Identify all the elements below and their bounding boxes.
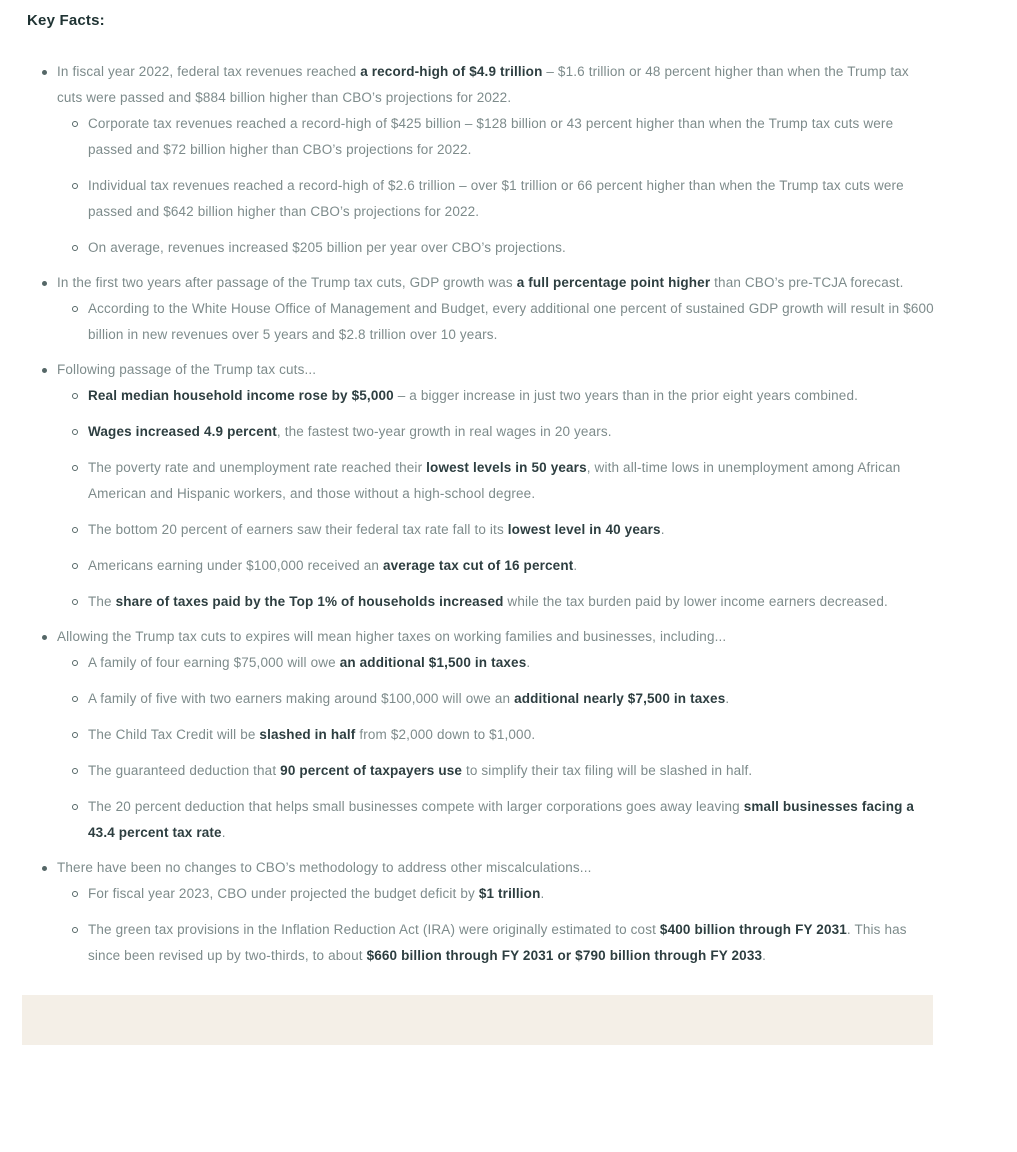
sub-list-item	[88, 881, 937, 907]
text-segment: In fiscal year 2022, federal tax revenues reached	[57, 64, 361, 79]
text-segment: .	[526, 655, 531, 670]
text-segment: 90 percent of taxpayers use	[280, 763, 463, 778]
list-item	[57, 624, 937, 846]
sub-list-item	[88, 517, 937, 543]
sub-list-item	[88, 553, 937, 579]
text-segment: The bottom 20 percent of earners saw their federal tax rate fall to its	[88, 522, 508, 537]
sub-list-item	[88, 173, 937, 225]
text-segment: , the fastest two-year growth in real wages in 20 years.	[276, 424, 612, 439]
sub-list-item	[88, 722, 937, 748]
text-segment: additional nearly $7,500 in taxes	[514, 691, 726, 706]
text-segment: $400 billion through FY 2031	[659, 922, 847, 937]
text-segment: – a bigger increase in just two years than in the prior eight years combined.	[393, 388, 859, 403]
text-segment: while the tax burden paid by lower income earners decreased.	[503, 594, 888, 609]
sub-list	[57, 296, 937, 348]
text-segment: For fiscal year 2023, CBO under projected the budget deficit by	[88, 886, 479, 901]
text-segment: .	[660, 522, 665, 537]
text-segment: an additional $1,500 in taxes	[339, 655, 527, 670]
text-segment: Allowing the Trump tax cuts to expires will mean higher taxes on working families and businesses, including...	[57, 629, 727, 644]
text-segment: .	[221, 825, 226, 840]
text-segment: a full percentage point higher	[516, 275, 711, 290]
text-segment: average tax cut of 16 percent	[382, 558, 574, 573]
text-segment: A family of four earning $75,000 will owe	[88, 655, 340, 670]
text-segment: share of taxes paid by the Top 1% of households increased	[115, 594, 504, 609]
text-segment: Real median household income rose by $5,000	[88, 388, 394, 403]
sub-list-item	[88, 419, 937, 445]
text-segment: $660 billion through FY 2031 or $790 billion through FY 2033	[366, 948, 763, 963]
list-item	[57, 59, 937, 261]
text-segment: lowest levels in 50 years	[426, 460, 587, 475]
sub-list	[57, 650, 937, 846]
text-segment: to simplify their tax filing will be slashed in half.	[462, 763, 753, 778]
text-segment: .	[762, 948, 767, 963]
footer-highlight-box	[22, 995, 933, 1045]
text-segment: .	[540, 886, 545, 901]
text-segment: The	[88, 594, 116, 609]
text-segment: The Child Tax Credit will be	[88, 727, 260, 742]
text-segment: Individual tax revenues reached a record-high of $2.6 trillion – over $1 trillion or 66 percent higher than when the Trump tax cuts were passed and $642 billion higher than CBO’s projections for 2022.	[88, 178, 904, 219]
sub-list-item	[88, 794, 937, 846]
text-segment: Corporate tax revenues reached a record-high of $425 billion – $128 billion or 43 percent higher than when the Trump tax cuts were passed and $72 billion higher than CBO’s projections for 2022.	[88, 116, 894, 157]
text-segment: .	[573, 558, 578, 573]
text-segment: According to the White House Office of Management and Budget, every additional one percent of sustained GDP growth will result in $600 billion in new revenues over 5 years and $2.8 trillion over 10 years.	[88, 301, 934, 342]
sub-list-item	[88, 455, 937, 507]
sub-list-item	[88, 111, 937, 163]
list-item	[57, 270, 937, 348]
text-segment: Americans earning under $100,000 received an	[88, 558, 383, 573]
text-segment: There have been no changes to CBO’s methodology to address other miscalculations...	[57, 860, 592, 875]
key-facts-list	[27, 59, 937, 969]
sub-list	[57, 111, 937, 261]
text-segment: Wages increased 4.9 percent	[88, 424, 277, 439]
text-segment: On average, revenues increased $205 billion per year over CBO’s projections.	[88, 240, 566, 255]
text-segment: The green tax provisions in the Inflation Reduction Act (IRA) were originally estimated to cost	[88, 922, 660, 937]
sub-list-item	[88, 917, 937, 969]
text-segment: Following passage of the Trump tax cuts...	[57, 362, 317, 377]
text-segment: A family of five with two earners making around $100,000 will owe an	[88, 691, 515, 706]
text-segment: The 20 percent deduction that helps small businesses compete with larger corporations goes away leaving	[88, 799, 744, 814]
sub-list-item	[88, 235, 937, 261]
sub-list-item	[88, 650, 937, 676]
sub-list-item	[88, 686, 937, 712]
text-segment: slashed in half	[259, 727, 356, 742]
sub-list	[57, 383, 937, 615]
sub-list-item	[88, 383, 937, 409]
text-segment: In the first two years after passage of the Trump tax cuts, GDP growth was	[57, 275, 517, 290]
text-segment: .	[725, 691, 730, 706]
text-segment: a record-high of $4.9 trillion	[360, 64, 543, 79]
text-segment: than CBO’s pre-TCJA forecast.	[710, 275, 904, 290]
page-title: Key Facts:	[27, 12, 105, 29]
text-segment: . This has since been revised up by two-thirds, to about	[88, 922, 907, 963]
text-segment: The guaranteed deduction that	[88, 763, 281, 778]
list-item	[57, 357, 937, 615]
text-segment: $1 trillion	[478, 886, 541, 901]
sub-list	[57, 881, 937, 969]
list-item	[57, 855, 937, 969]
text-segment: , with all-time lows in unemployment among African American and Hispanic workers, and those without a high-school degree.	[88, 460, 901, 501]
sub-list-item	[88, 758, 937, 784]
sub-list-item	[88, 589, 937, 615]
text-segment: The poverty rate and unemployment rate reached their	[88, 460, 427, 475]
text-segment: lowest level in 40 years	[507, 522, 661, 537]
text-segment: from $2,000 down to $1,000.	[355, 727, 536, 742]
text-segment: small businesses facing a 43.4 percent tax rate	[88, 799, 915, 840]
sub-list-item	[88, 296, 937, 348]
text-segment: – $1.6 trillion or 48 percent higher than when the Trump tax cuts were passed and $884 billion higher than CBO’s projections for 2022.	[57, 64, 909, 105]
